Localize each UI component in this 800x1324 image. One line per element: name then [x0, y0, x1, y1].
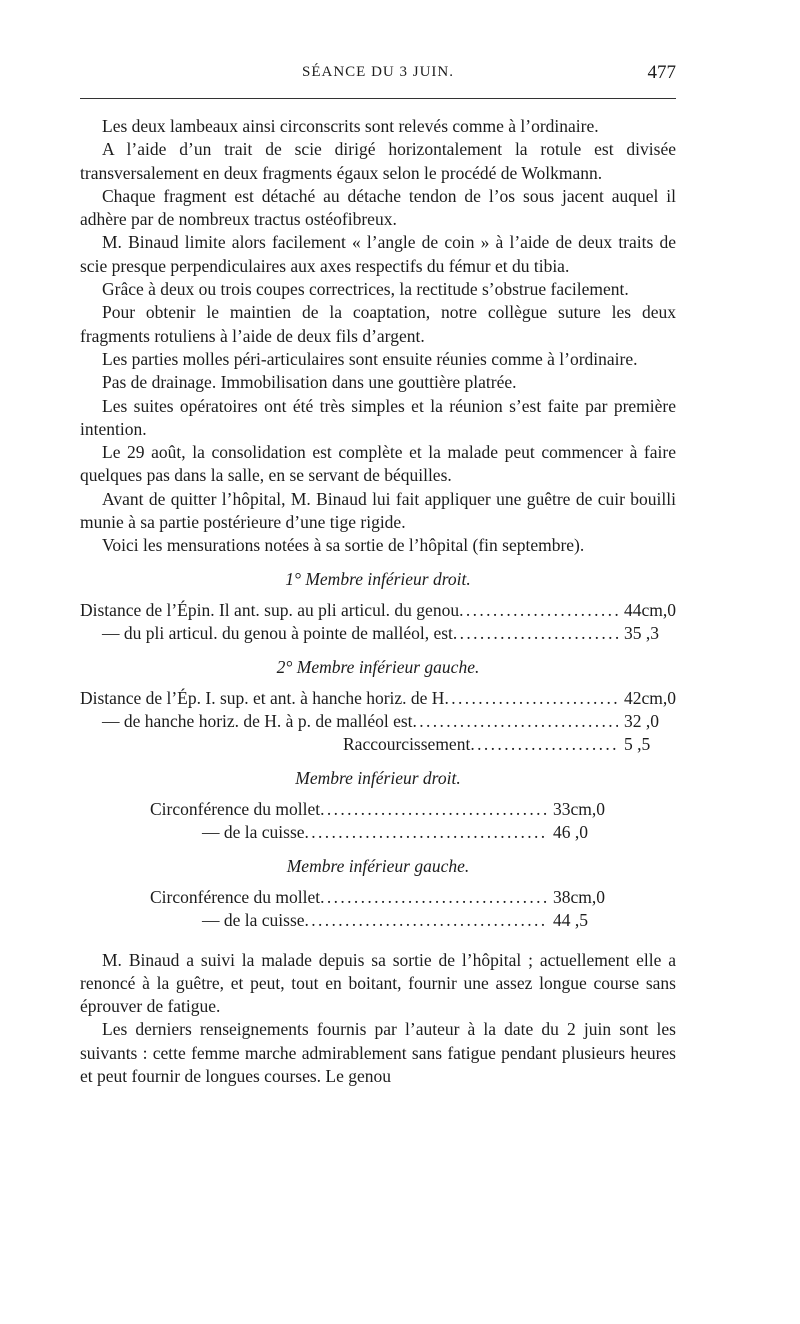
running-header: [80, 62, 676, 86]
paragraph: Avant de quitter l’hôpital, M. Binaud lui fait appliquer une guêtre de cuir bouilli munie à sa partie postérieure d’une tige rigide.: [80, 488, 676, 533]
measurement-row: [150, 886, 605, 909]
measurement-label: Circonférence du mollet: [150, 799, 321, 820]
measurement-label: — du pli articul. du genou à pointe de malléol, est: [102, 623, 453, 644]
measurement-row: [80, 622, 676, 645]
section-title-right-leg: 1° Membre inférieur droit.: [285, 568, 471, 589]
measurement-value: 38cm,0: [553, 886, 606, 907]
measurement-value: 44cm,0: [624, 599, 677, 620]
leader-dots: [305, 909, 547, 932]
measurement-row: [80, 687, 676, 710]
circumference-table-right: [150, 798, 605, 845]
measurement-row: [80, 710, 676, 733]
section-title-right-leg-circumference: Membre inférieur droit.: [295, 767, 461, 788]
body-text: [80, 115, 676, 1088]
header-rule: [80, 98, 676, 99]
measurement-value: 46 ,0: [553, 822, 588, 843]
leader-dots: [320, 798, 547, 821]
measurement-value: 35 ,3: [624, 623, 659, 644]
measurement-label: — de la cuisse: [202, 910, 305, 931]
paragraph: Les deux lambeaux ainsi circonscrits sont relevés comme à l’ordinaire.: [102, 116, 599, 136]
paragraph: Les suites opératoires ont été très simples et la réunion s’est faite par première intention.: [80, 395, 676, 439]
paragraph: Pour obtenir le maintien de la coaptation, notre collègue suture les deux fragments rotuliens à l’aide de deux fils d’argent.: [80, 302, 676, 346]
circumference-table-left: [150, 886, 605, 933]
page-number: 477: [647, 62, 676, 83]
paragraph: Le 29 août, la consolidation est complète et la malade peut commencer à faire quelques pas dans la salle, en se servant de béquilles.: [80, 442, 676, 486]
measurement-label: — de hanche horiz. de H. à p. de malléol est: [102, 711, 413, 732]
measurement-label: — de la cuisse: [202, 822, 305, 843]
measurement-label: Raccourcissement: [343, 734, 471, 755]
measurement-row: [80, 733, 676, 756]
measurement-row: [150, 821, 605, 844]
header-title: SÉANCE DU 3 JUIN.: [302, 64, 454, 80]
paragraph: Pas de drainage. Immobilisation dans une gouttière platrée.: [102, 372, 517, 393]
measurement-label: Distance de l’Épin. Il ant. sup. au pli articul. du genou: [80, 599, 460, 620]
leader-dots: [305, 821, 547, 844]
paragraph: Chaque fragment est détaché au détache tendon de l’os sous jacent auquel il adhère par de nombreux tractus ostéofibreux.: [80, 185, 676, 230]
leader-dots: [444, 687, 618, 710]
section-title-left-leg: 2° Membre inférieur gauche.: [276, 656, 480, 677]
section-title-left-leg-circumference: Membre inférieur gauche.: [286, 855, 470, 876]
measurement-value: 32 ,0: [624, 711, 659, 732]
leader-dots: [453, 622, 618, 645]
leader-dots: [470, 733, 618, 756]
measurement-value: 44 ,5: [553, 910, 588, 931]
measurement-value: 5 ,5: [624, 734, 651, 755]
measurement-label: Circonférence du mollet: [150, 886, 321, 907]
measurement-value: 33cm,0: [553, 799, 606, 820]
paragraph: M. Binaud limite alors facilement « l’angle de coin » à l’aide de deux traits de scie presque perpendiculaires aux axes respectifs du fémur et du tibia.: [80, 232, 676, 276]
leader-dots: [413, 710, 618, 733]
paragraph: Voici les mensurations notées à sa sortie de l’hôpital (fin septembre).: [102, 535, 585, 556]
paragraph: Grâce à deux ou trois coupes correctrices, la rectitude s’obstrue facilement.: [102, 279, 629, 300]
leader-dots: [459, 599, 618, 622]
measurement-value: 42cm,0: [624, 687, 677, 708]
measurement-row: [150, 798, 605, 821]
leader-dots: [320, 886, 547, 909]
paragraph: A l’aide d’un trait de scie dirigé horizontalement la rotule est divisée transversalement en deux fragments égaux selon le procédé de Wolkmann.: [80, 139, 676, 183]
paragraph: Les parties molles péri-articulaires sont ensuite réunies comme à l’ordinaire.: [102, 348, 638, 369]
paragraph: M. Binaud a suivi la malade depuis sa sortie de l’hôpital ; actuellement elle a renoncé à la guêtre, et peut, tout en boitant, fournir une assez longue course sans éprouver de fatigue.: [80, 949, 676, 1017]
measurement-label: Distance de l’Ép. I. sup. et ant. à hanche horiz. de H: [80, 687, 445, 708]
paragraph: Les derniers renseignements fournis par l’auteur à la date du 2 juin sont les suivants : cette femme marche admirablement sans fatigue pendant plusieurs heures et peut fournir de longues courses. Le genou: [80, 1019, 676, 1086]
spacer: [80, 933, 676, 949]
measurement-row: [80, 599, 676, 622]
measurement-row: [150, 909, 605, 932]
